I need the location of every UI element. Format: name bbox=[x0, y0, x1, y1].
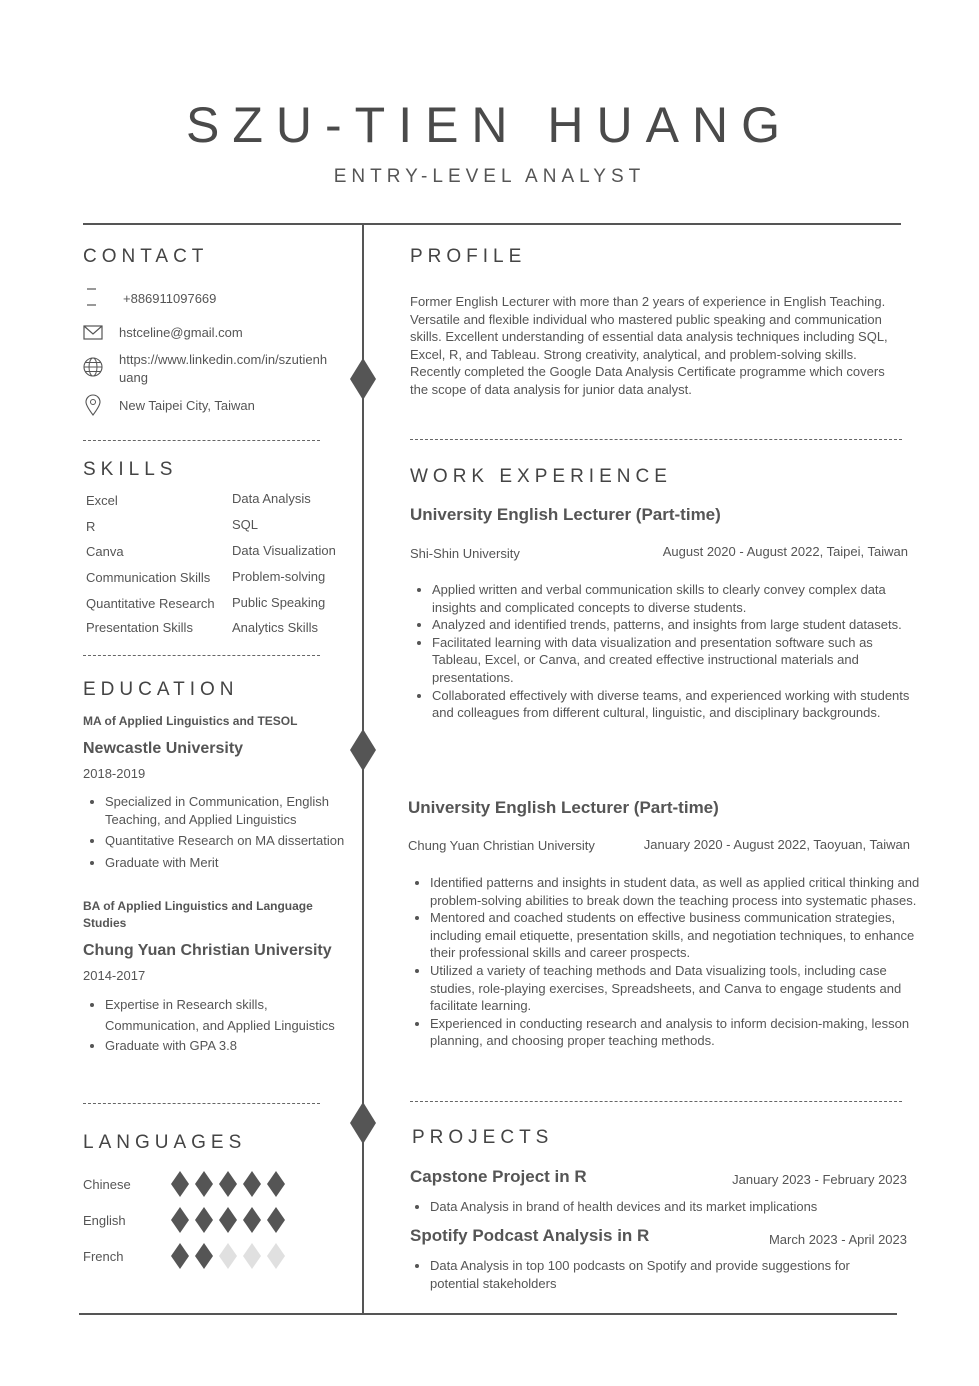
list-item: • Identified patterns and insights in student data, as well as applied critical thinking and problem-solving abilities to break down the teaching process into systematic phases. bbox=[430, 874, 920, 909]
rating-diamond-filled bbox=[219, 1207, 237, 1233]
top-divider bbox=[83, 223, 901, 225]
phone-icon bbox=[83, 287, 103, 307]
linkedin-link[interactable] bbox=[119, 351, 327, 387]
section-separator bbox=[83, 440, 320, 441]
skills-heading: SKILLS bbox=[83, 459, 178, 480]
language-name: French bbox=[83, 1248, 124, 1264]
divider-diamond bbox=[350, 1102, 376, 1144]
education-bullets bbox=[83, 995, 348, 1057]
language-rating bbox=[171, 1243, 291, 1269]
job-dates: January 2020 - August 2022, Taoyuan, Taiwan bbox=[643, 837, 910, 852]
skill-item: SQL bbox=[232, 517, 259, 532]
language-rating bbox=[171, 1207, 291, 1233]
profile-text: Former English Lecturer with more than 2 years of experience in English Teaching. Versatile and flexible individual who mastered public speaking and communication skills. Excellent understanding of essential data analysis techniques including SQL, Excel, R, and Tableau. Strong creativity, analytical, and problem-solving skills. Recently completed the Google Data Analysis Certificate programme which covers the scope of data analysis for junior data analyst. bbox=[410, 294, 888, 397]
job-organization: Shi-Shin University bbox=[410, 546, 520, 561]
contact-email bbox=[83, 324, 243, 344]
phone-number[interactable]: +886911097669 bbox=[123, 291, 217, 306]
mail-icon bbox=[83, 324, 103, 344]
job-title-header: ENTRY-LEVEL ANALYST bbox=[333, 166, 646, 187]
section-separator bbox=[410, 1101, 902, 1102]
language-row bbox=[83, 1242, 291, 1270]
project-bullets bbox=[408, 1257, 900, 1292]
candidate-name: SZU-TIEN HUANG bbox=[186, 97, 793, 153]
rating-diamond-filled bbox=[171, 1243, 189, 1269]
list-item: • Data Analysis in top 100 podcasts on Spotify and provide suggestions for potential stakeholders bbox=[430, 1257, 900, 1292]
degree-title: MA of Applied Linguistics and TESOL bbox=[83, 714, 298, 728]
divider-diamond bbox=[350, 358, 376, 400]
location-pin-icon bbox=[83, 394, 103, 414]
list-item: • Graduate with Merit bbox=[105, 854, 348, 872]
languages-list bbox=[83, 1170, 291, 1270]
skill-item: Canva bbox=[86, 544, 124, 559]
list-item: • Experienced in conducting research and analysis to inform decision-making, lesson planning, and choosing proper teaching methods. bbox=[430, 1015, 920, 1050]
language-name: English bbox=[83, 1212, 126, 1228]
contact-phone bbox=[83, 287, 216, 308]
education-years: 2018-2019 bbox=[83, 766, 146, 781]
linkedin-line-2: uang bbox=[119, 370, 148, 385]
job-dates: August 2020 - August 2022, Taipei, Taiwan bbox=[662, 544, 908, 559]
job-title: University English Lecturer (Part-time) bbox=[408, 798, 719, 817]
contact-location bbox=[83, 394, 255, 415]
rating-diamond-empty bbox=[219, 1243, 237, 1269]
job-organization: Chung Yuan Christian University bbox=[408, 838, 595, 853]
job-title: University English Lecturer (Part-time) bbox=[410, 505, 721, 524]
list-item: • Facilitated learning with data visualization and presentation software such as Tableau, Excel, or Canva, and created effective instructional materials and presentations. bbox=[432, 634, 920, 687]
rating-diamond-filled bbox=[243, 1207, 261, 1233]
skill-item: Data Analysis bbox=[232, 491, 311, 506]
profile-heading: PROFILE bbox=[410, 246, 527, 267]
list-item: • Collaborated effectively with diverse teams, and experienced working with students and colleagues from different cultural, linguistic, and disciplinary backgrounds. bbox=[432, 687, 920, 722]
language-rating bbox=[171, 1171, 291, 1197]
education-years: 2014-2017 bbox=[83, 968, 146, 983]
rating-diamond-filled bbox=[195, 1171, 213, 1197]
language-row bbox=[83, 1170, 291, 1198]
degree-title: BA of Applied Linguistics and Language Studies bbox=[83, 899, 313, 930]
skill-item: Excel bbox=[86, 493, 118, 508]
skill-item: Communication Skills bbox=[86, 570, 211, 585]
job-bullets bbox=[410, 581, 920, 722]
rating-diamond-filled bbox=[171, 1171, 189, 1197]
skill-item: Quantitative Research bbox=[86, 596, 215, 611]
project-title: Capstone Project in R bbox=[410, 1167, 587, 1186]
project-dates: March 2023 - April 2023 bbox=[768, 1232, 907, 1247]
list-item: • Applied written and verbal communication skills to clearly convey complex data insights and complicated concepts to diverse students. bbox=[432, 581, 920, 616]
location-text: New Taipei City, Taiwan bbox=[119, 398, 255, 413]
linkedin-line-1: https://www.linkedin.com/in/szutienh bbox=[119, 352, 328, 367]
contact-heading: CONTACT bbox=[83, 246, 209, 267]
list-item: • Expertise in Research skills, Communication, and Applied Linguistics bbox=[105, 995, 348, 1036]
project-title: Spotify Podcast Analysis in R bbox=[410, 1226, 650, 1245]
project-dates: January 2023 - February 2023 bbox=[732, 1172, 907, 1187]
section-separator bbox=[83, 1103, 320, 1104]
list-item: • Analyzed and identified trends, patterns, and insights from large student datasets. bbox=[432, 616, 920, 634]
rating-diamond-empty bbox=[267, 1243, 285, 1269]
projects-heading: PROJECTS bbox=[412, 1127, 554, 1148]
rating-diamond-filled bbox=[195, 1207, 213, 1233]
skill-item: R bbox=[86, 519, 96, 534]
school-name: Chung Yuan Christian University bbox=[83, 942, 332, 959]
rating-diamond-filled bbox=[219, 1171, 237, 1197]
education-entry bbox=[83, 898, 348, 1057]
rating-diamond-empty bbox=[243, 1243, 261, 1269]
rating-diamond-filled bbox=[267, 1171, 285, 1197]
list-item: • Graduate with GPA 3.8 bbox=[105, 1036, 348, 1057]
education-heading: EDUCATION bbox=[83, 679, 239, 700]
list-item: • Mentored and coached students on effective business communication strategies, including email etiquette, presentation skills, and negotiation techniques, to enhance their professional skills and career prospects. bbox=[430, 909, 920, 962]
rating-diamond-filled bbox=[195, 1243, 213, 1269]
globe-icon bbox=[83, 357, 103, 377]
contact-linkedin bbox=[83, 351, 327, 387]
divider-diamond bbox=[350, 729, 376, 771]
rating-diamond-filled bbox=[267, 1207, 285, 1233]
school-name: Newcastle University bbox=[83, 740, 244, 757]
language-name: Chinese bbox=[83, 1176, 131, 1192]
skill-item: Problem-solving bbox=[232, 569, 326, 584]
project-bullets bbox=[408, 1198, 920, 1216]
email-link[interactable]: hstceline@gmail.com bbox=[119, 325, 243, 340]
languages-heading: LANGUAGES bbox=[83, 1132, 247, 1153]
list-item: • Utilized a variety of teaching methods and Data visualizing tools, including case studies, role-playing exercises, Spreadsheets, and Canva to engage students and facilitate learning. bbox=[430, 962, 920, 1015]
list-item: • Data Analysis in brand of health devices and its market implications bbox=[430, 1198, 920, 1216]
list-item: • Specialized in Communication, English Teaching, and Applied Linguistics bbox=[105, 793, 348, 828]
list-item: • Quantitative Research on MA dissertation bbox=[105, 832, 348, 850]
rating-diamond-filled bbox=[243, 1171, 261, 1197]
work-experience-heading: WORK EXPERIENCE bbox=[410, 466, 672, 487]
job-bullets bbox=[408, 874, 920, 1050]
skill-item: Presentation Skills bbox=[86, 620, 193, 635]
skill-item: Public Speaking bbox=[232, 595, 326, 610]
language-row bbox=[83, 1206, 291, 1234]
education-bullets bbox=[83, 793, 348, 871]
skill-item: Data Visualization bbox=[232, 543, 336, 558]
education-entry bbox=[83, 713, 348, 871]
section-separator bbox=[410, 439, 902, 440]
skill-item: Analytics Skills bbox=[232, 620, 318, 635]
section-separator bbox=[83, 655, 320, 656]
bottom-divider bbox=[79, 1313, 897, 1315]
rating-diamond-filled bbox=[171, 1207, 189, 1233]
